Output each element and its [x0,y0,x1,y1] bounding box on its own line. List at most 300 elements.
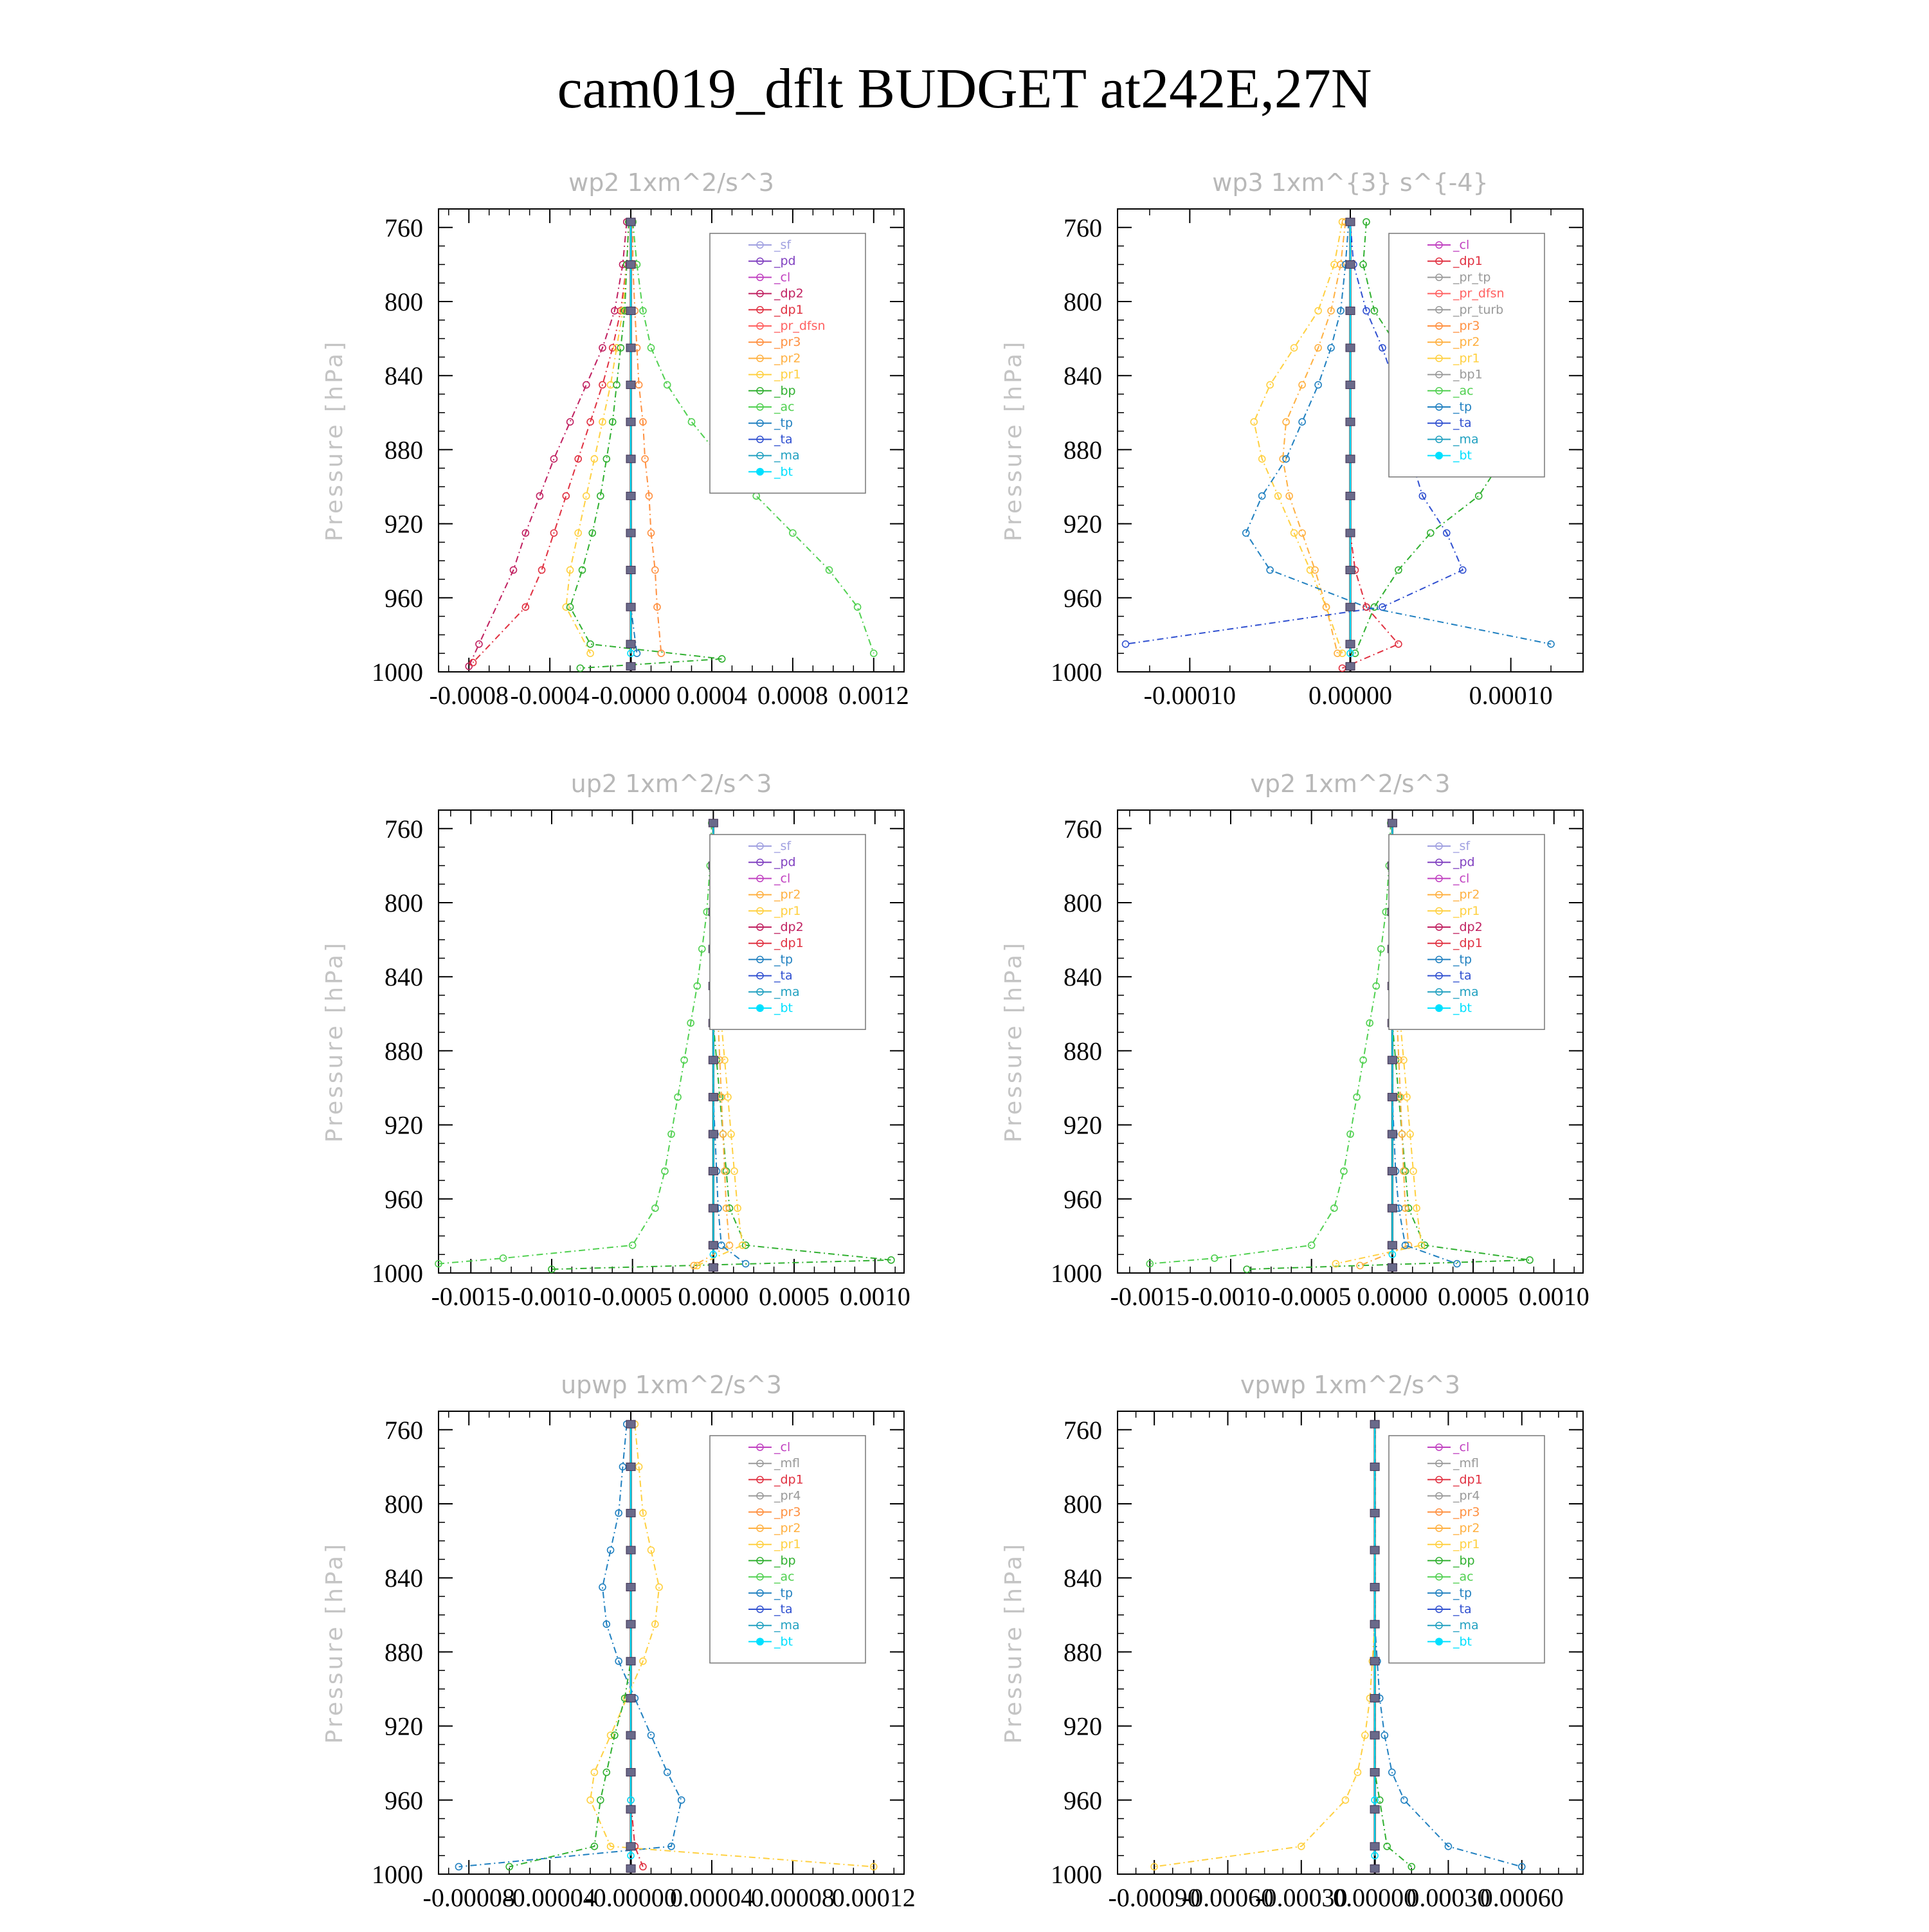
zero-marker [626,218,635,226]
series-line [1254,222,1342,653]
legend-label: _pr_turb [1453,302,1504,317]
zero-marker [1346,260,1355,268]
data-point [1243,530,1249,536]
legend-label: _pr2 [1453,1521,1480,1535]
zero-marker [1370,1864,1379,1872]
y-tick-label: 760 [385,1415,423,1445]
legend-label: _cl [1453,1440,1470,1454]
zero-marker [626,418,635,426]
data-point [753,492,759,499]
legend-label: _tp [774,416,793,431]
x-tick-label: 0.00012 [831,1883,916,1912]
legend-label: _pr2 [774,887,801,902]
legend-marker [1435,452,1443,460]
legend-label: _pr1 [774,1537,801,1552]
x-tick-label: 0.0010 [839,1282,910,1311]
zero-marker [1346,529,1355,537]
x-tick-label: -0.0005 [593,1282,673,1311]
series-line [473,222,629,662]
y-tick-label: 880 [385,1036,423,1066]
series-bp [567,219,725,671]
y-tick-label: 920 [1064,1711,1102,1741]
legend-marker [756,1004,764,1012]
legend-label: _dp2 [774,920,804,934]
chart-title: vp2 1xm^2/s^3 [1250,770,1451,798]
data-point [587,641,593,647]
legend-label: _ac [774,1569,795,1584]
legend-label: _pr2 [774,1521,801,1535]
zero-marker [1346,662,1355,670]
y-tick-label: 880 [1064,1638,1102,1667]
data-point [1244,1266,1250,1272]
data-point [1334,650,1341,656]
data-point [1371,604,1377,610]
legend-label: _dp1 [1453,254,1483,269]
legend-label: _pr2 [774,351,801,366]
data-point [1299,382,1305,388]
data-point [1342,1797,1348,1803]
zero-marker [626,1805,635,1813]
series-bp [506,1421,634,1870]
chart-title: wp2 1xm^2/s^3 [568,168,774,197]
data-point [1309,1242,1315,1249]
x-tick-label: 0.00008 [750,1883,835,1912]
x-tick-label: -0.00010 [1143,681,1236,710]
legend-label: _cl [774,270,791,285]
zero-marker [626,1463,635,1470]
x-tick-label: -0.0000 [591,681,671,710]
legend-label: _dp1 [1453,1472,1483,1487]
data-point [855,604,861,610]
legend-label: _ma [774,448,800,463]
x-tick-label: 0.00000 [1333,1883,1417,1912]
zero-marker [626,603,635,611]
zero-marker [1370,1657,1379,1665]
chart-title: vpwp 1xm^2/s^3 [1240,1371,1461,1399]
x-tick-label: -0.00090 [1108,1883,1200,1912]
x-tick-label: 0.0008 [757,681,828,710]
data-point [563,492,569,499]
data-point [656,1584,662,1591]
y-tick-label: 960 [385,583,423,613]
legend-label: _bp [1453,1553,1475,1568]
zero-marker [1370,1509,1379,1517]
legend-label: _cl [774,1440,791,1454]
data-point [1315,382,1321,388]
data-point [652,567,658,573]
series-dp2 [466,219,630,669]
legend-label: _ac [1453,383,1474,398]
legend-label: _ta [1453,968,1472,983]
legend-marker [756,1638,764,1645]
y-tick-label: 800 [385,1490,423,1519]
y-tick-label: 960 [385,1184,423,1214]
y-tick-label: 760 [385,814,423,844]
data-point [539,567,545,573]
series-bt [628,1421,634,1859]
zero-marker [1370,1420,1379,1428]
zero-marker [626,260,635,268]
zero-marker [1346,218,1355,226]
y-tick-label: 960 [385,1785,423,1815]
chart-title: up2 1xm^2/s^3 [570,770,772,798]
data-point [790,530,796,536]
chart-panel-6 [1001,1371,1583,1912]
data-point [1259,492,1265,499]
legend-label: _ta [774,432,793,447]
x-tick-label: -0.0015 [431,1282,511,1311]
zero-marker [1388,819,1397,827]
data-point [567,419,574,425]
y-tick-label: 800 [1064,1490,1102,1519]
y-tick-label: 760 [1064,213,1102,242]
series-line [633,222,661,653]
data-point [587,419,593,425]
x-tick-label: -0.00060 [1181,1883,1274,1912]
data-point [1526,1257,1533,1263]
zero-marker [626,1584,635,1591]
data-point [583,382,590,388]
x-tick-label: -0.0008 [429,681,509,710]
legend-label: _ac [1453,1569,1474,1584]
y-tick-label: 800 [385,287,423,316]
chart-panel-4 [1001,770,1589,1311]
zero-marker [1346,492,1355,500]
zero-marker [709,1204,718,1212]
data-point [678,1797,685,1803]
data-point [1299,419,1305,425]
data-point [642,456,648,462]
x-tick-label: -0.00030 [1255,1883,1348,1912]
x-tick-label: -0.0015 [1110,1282,1190,1311]
chart-panel-2 [1001,168,1583,710]
zero-marker [626,1864,635,1872]
data-point [1267,567,1273,573]
legend-label: _dp1 [774,302,804,317]
series-line [1150,823,1391,1263]
legend-label: _sf [1453,839,1471,853]
legend-label: _pr2 [1453,887,1480,902]
y-tick-label: 760 [1064,814,1102,844]
legend-label: _pr_dfsn [774,319,826,333]
series-dp1 [435,820,715,1267]
y-tick-label: 800 [385,889,423,917]
legend-label: _ta [1453,1602,1472,1616]
y-tick-label: 760 [1064,1415,1102,1445]
zero-marker [626,492,635,500]
zero-marker [626,1843,635,1850]
y-tick-label: 920 [385,1110,423,1140]
legend-label: _pr4 [1453,1488,1480,1503]
y-tick-label: 760 [385,213,423,242]
legend-label: _pr1 [1453,1537,1480,1552]
series-pr2 [1280,219,1348,656]
zero-marker [1388,1204,1397,1212]
y-tick-label: 1000 [372,1860,423,1889]
x-tick-label: 0.0004 [676,681,747,710]
data-point [1122,641,1128,647]
y-axis-label: Pressure [hPa] [1001,940,1027,1143]
y-tick-label: 800 [1064,889,1102,917]
x-tick-label: 0.00010 [1469,681,1553,710]
zero-marker [1346,418,1355,426]
series-bt [1347,219,1354,656]
x-tick-label: 0.0005 [1438,1282,1509,1311]
legend-label: _pr1 [774,367,801,382]
series-line [1283,222,1345,653]
legend-label: _bt [774,1001,793,1015]
legend-label: _sf [774,839,792,853]
y-tick-label: 840 [1064,361,1102,391]
zero-marker [1370,1584,1379,1591]
y-axis-label: Pressure [hPa] [322,940,348,1143]
zero-marker [1346,640,1355,648]
legend-label: _tp [1453,952,1472,967]
data-point [1291,345,1298,351]
data-point [1410,1168,1417,1175]
series-pr1 [1151,1421,1378,1870]
legend-label: _pr1 [1453,351,1480,366]
zero-marker [1346,344,1355,352]
data-point [629,1242,636,1249]
x-tick-label: 0.00060 [1480,1883,1564,1912]
data-point [597,1797,604,1803]
y-tick-label: 920 [1064,1110,1102,1140]
legend-label: _ma [774,1618,800,1633]
y-axis-label: Pressure [hPa] [1001,1541,1027,1744]
series-pr1 [1251,219,1345,656]
legend-label: _bp [774,1553,796,1568]
zero-marker [1370,1620,1379,1628]
y-tick-label: 840 [385,1564,423,1593]
zero-marker [626,1769,635,1776]
legend-label: _tp [1453,1585,1472,1600]
y-tick-label: 840 [385,962,423,992]
y-tick-label: 840 [385,361,423,391]
legend-label: _ta [1453,416,1472,431]
x-tick-label: -0.0010 [512,1282,592,1311]
zero-marker [709,1093,718,1101]
zero-marker [1370,1463,1379,1470]
data-point [567,604,574,610]
zero-marker [1346,566,1355,574]
chart-panel-3 [322,770,910,1311]
zero-marker [626,640,635,648]
x-tick-label: 0.0012 [838,681,909,710]
series-bt [1372,1421,1378,1859]
zero-marker [1346,603,1355,611]
zero-marker [1388,1093,1397,1101]
data-point [1357,1262,1363,1268]
x-tick-label: 0.0005 [759,1282,830,1311]
legend-label: _bt [774,1634,793,1649]
zero-marker [626,566,635,574]
data-point [476,641,482,647]
data-point [1299,530,1305,536]
figure-title: cam019_dflt BUDGET at242E,27N [557,58,1372,120]
legend-label: _tp [774,1585,793,1600]
legend-label: _dp2 [774,286,804,301]
data-point [1427,530,1434,536]
x-tick-label: 0.00004 [669,1883,754,1912]
zero-marker [626,307,635,314]
zero-marker [1370,1805,1379,1813]
y-tick-label: 1000 [1051,1860,1102,1889]
data-point [599,1584,606,1591]
y-tick-label: 800 [1064,287,1102,316]
y-tick-label: 960 [1064,1184,1102,1214]
data-point [1312,567,1318,573]
y-axis-label: Pressure [hPa] [322,1541,348,1744]
legend-label: _pr4 [774,1488,801,1503]
data-point [583,492,590,499]
y-tick-label: 880 [1064,1036,1102,1066]
legend-label: _bt [774,464,793,479]
legend-label: _dp2 [1453,920,1483,934]
zero-marker [709,819,718,827]
data-point [536,492,543,499]
zero-marker [1388,1056,1397,1064]
legend-label: _pd [1453,855,1475,870]
zero-marker [626,344,635,352]
legend-label: _tp [774,952,793,967]
zero-marker [1346,455,1355,463]
zero-marker [1388,1130,1397,1138]
legend-label: _pr3 [774,1504,801,1519]
x-tick-label: 0.00030 [1406,1883,1490,1912]
legend-label: _bt [1453,448,1472,463]
legend-label: _sf [774,238,792,252]
data-point [1476,492,1482,499]
zero-marker [709,1130,718,1138]
zero-marker [1370,1731,1379,1739]
data-point [603,1769,610,1776]
zero-marker [709,1241,718,1249]
x-tick-label: 0.0000 [678,1282,749,1311]
y-tick-label: 840 [1064,1564,1102,1593]
y-axis-label: Pressure [hPa] [322,339,348,542]
x-tick-label: 0.00000 [1309,681,1392,710]
data-point [1395,641,1402,647]
legend-marker [756,468,764,476]
x-tick-label: 0.0010 [1518,1282,1589,1311]
zero-marker [626,1509,635,1517]
y-tick-label: 880 [385,1638,423,1667]
zero-marker [1370,1769,1379,1776]
legend-label: _pr3 [1453,319,1480,333]
series-line [469,222,627,666]
y-tick-label: 840 [1064,962,1102,992]
x-tick-label: -0.00008 [422,1883,515,1912]
zero-marker [1388,1241,1397,1249]
legend-label: _pr2 [1453,335,1480,350]
legend-label: _pr1 [774,903,801,918]
data-point [550,456,557,462]
data-point [1315,307,1321,314]
legend-label: _ma [1453,432,1479,447]
legend-label: _cl [1453,871,1470,886]
series-pr1 [563,219,632,656]
data-point [1401,1797,1408,1803]
data-point [587,1797,593,1803]
zero-marker [1388,1168,1397,1175]
legend-label: _cl [774,871,791,886]
y-tick-label: 880 [385,435,423,465]
legend-label: _ac [774,400,795,414]
series-pr3 [629,219,664,656]
data-point [664,1769,671,1776]
chart-title: upwp 1xm^2/s^3 [561,1371,782,1399]
zero-marker [626,1620,635,1628]
y-tick-label: 920 [385,509,423,539]
chart-title: wp3 1xm^{3} s^{-4} [1212,168,1489,197]
legend-label: _bp [774,383,796,398]
zero-marker [709,1168,718,1175]
legend-label: _bt [1453,1634,1472,1649]
zero-marker [626,1731,635,1739]
y-tick-label: 960 [1064,583,1102,613]
series-line [439,823,712,1263]
x-tick-label: -0.0004 [510,681,590,710]
x-tick-label: -0.0010 [1191,1282,1271,1311]
y-tick-label: 1000 [372,658,423,687]
zero-marker [626,455,635,463]
chart-panel-5 [322,1371,916,1912]
legend-label: _ma [1453,984,1479,999]
series-line [570,222,722,668]
legend-label: _pd [774,254,796,269]
data-point [731,1168,738,1175]
legend-label: _pr3 [1453,1504,1480,1519]
data-point [591,1769,597,1776]
legend-label: _tp [1453,400,1472,414]
legend-label: _pr_tp [1453,270,1491,285]
data-point [688,419,694,425]
chart-panel-1 [322,168,909,710]
legend-label: _pd [774,855,796,870]
y-tick-label: 1000 [1051,658,1102,687]
y-tick-label: 1000 [1051,1259,1102,1288]
zero-marker [626,1420,635,1428]
series-dp1 [470,219,632,665]
zero-marker [1370,1843,1379,1850]
y-tick-label: 1000 [372,1259,423,1288]
data-point [664,382,671,388]
zero-marker [626,1694,635,1702]
legend-label: _pr3 [774,335,801,350]
zero-marker [626,1657,635,1665]
legend-label: _dp1 [1453,936,1483,951]
legend-label: _cl [1453,238,1470,252]
legend-label: _bt [1453,1001,1472,1015]
series-tp [455,1421,684,1870]
legend-label: _dp1 [774,936,804,951]
legend-marker [1435,1638,1443,1645]
x-tick-label: -0.00000 [584,1883,677,1912]
series-line [566,222,629,653]
series-dp1 [1146,820,1394,1267]
data-point [1454,1261,1460,1267]
zero-marker [1370,1694,1379,1702]
y-tick-label: 920 [385,1711,423,1741]
x-tick-label: -0.00004 [503,1883,596,1912]
data-point [1251,419,1257,425]
zero-marker [1388,1263,1397,1271]
legend-marker [1435,1004,1443,1012]
zero-marker [626,662,635,670]
legend-label: _dp1 [774,1472,804,1487]
legend-label: _ma [774,984,800,999]
